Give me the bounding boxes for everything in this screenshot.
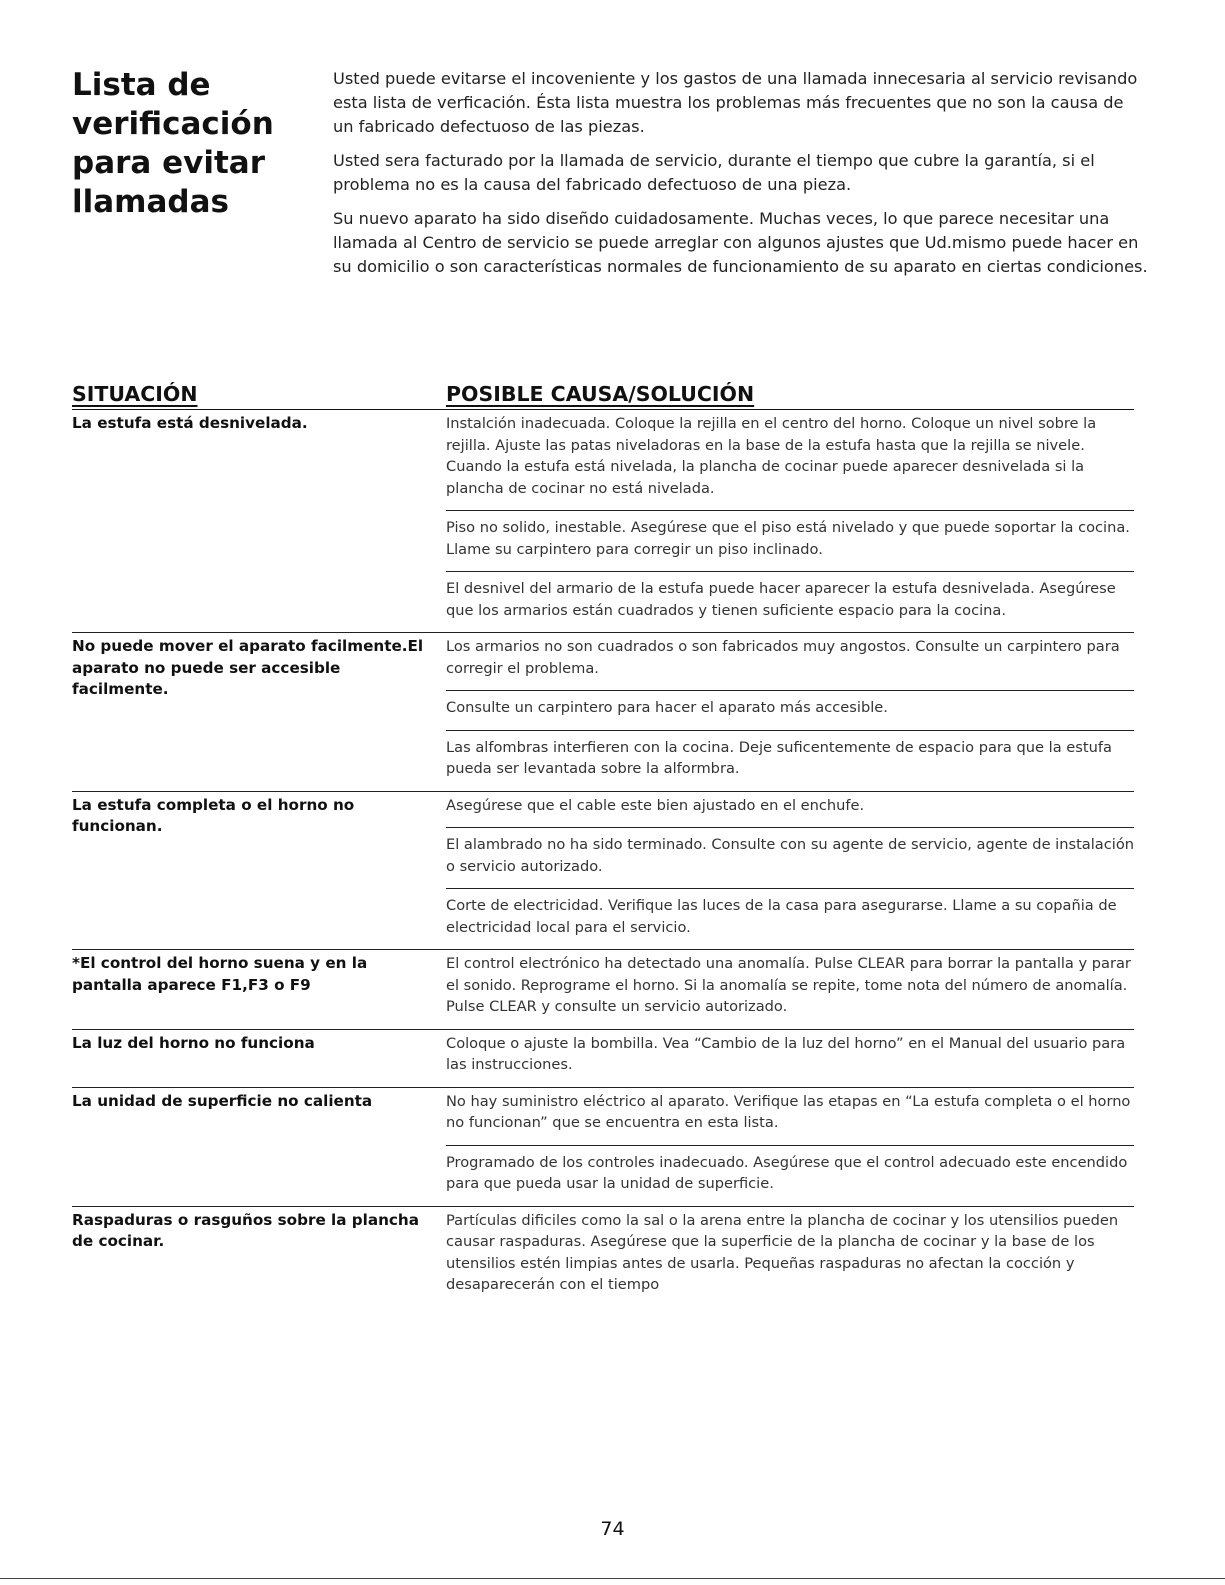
table-header bbox=[72, 381, 1134, 410]
situation-cell: No puede mover el aparato facilmente.El aparato no puede ser accesible facilmente. bbox=[72, 637, 424, 698]
table-row bbox=[72, 410, 1134, 633]
cause-item: Corte de electricidad. Verifique las luces de la casa para asegurarse. Llame a su copañia de electricidad local para el servicio. bbox=[446, 888, 1134, 949]
cause-item: Los armarios no son cuadrados o son fabricados muy angostos. Consulte un carpintero para corregir el problema. bbox=[446, 638, 1120, 677]
situation-cell: La estufa completa o el horno no funcionan. bbox=[72, 795, 355, 835]
column-header-situation: SITUACIÓN bbox=[72, 382, 198, 406]
cause-item: El alambrado no ha sido terminado. Consulte con su agente de servicio, agente de instalación o servicio autorizado. bbox=[446, 827, 1134, 888]
intro-paragraph: Su nuevo aparato ha sido diseñdo cuidadosamente. Muchas veces, lo que parece necesitar una llamada al Centro de servicio se puede arreglar con algunos ajustes que Ud.mismo puede hacer en su domicilio o son características normales de funcionamiento de su aparato en ciertas condiciones. bbox=[333, 209, 1148, 276]
troubleshooting-table bbox=[72, 381, 1134, 1307]
page-title: Lista de verificación para evitar llamadas bbox=[72, 67, 274, 220]
cause-item: Programado de los controles inadecuado. Asegúrese que el control adecuado este encendido para que pueda usar la unidad de superficie. bbox=[446, 1145, 1134, 1206]
column-header-cause: POSIBLE CAUSA/SOLUCIÓN bbox=[446, 382, 755, 406]
cause-item: No hay suministro eléctrico al aparato. Verifique las etapas en “La estufa completa o el horno no funcionan” que se encuentra en esta lista. bbox=[446, 1092, 1131, 1131]
footer-divider bbox=[0, 1578, 1225, 1579]
table-row bbox=[72, 1088, 1134, 1207]
situation-cell: La luz del horno no funciona bbox=[72, 1033, 315, 1052]
table-row bbox=[72, 950, 1134, 1030]
cause-item: Piso no solido, inestable. Asegúrese que el piso está nivelado y que puede soportar la cocina. Llame su carpintero para corregir un piso inclinado. bbox=[446, 510, 1134, 571]
page-number: 74 bbox=[600, 1518, 625, 1540]
causes-cell bbox=[446, 1207, 1134, 1307]
intro-text bbox=[333, 67, 1148, 289]
situation-cell: La unidad de superficie no calienta bbox=[72, 1091, 373, 1110]
cause-item: Instalción inadecuada. Coloque la rejilla en el centro del horno. Coloque un nivel sobre la rejilla. Ajuste las patas niveladoras en la base de la estufa hasta que la rejilla se nivele. Cuando la estufa está nivelada, la plancha de cocinar puede aparecer desnivelada si la plancha de cocinar no está nivelada. bbox=[446, 415, 1097, 497]
causes-cell bbox=[446, 792, 1134, 950]
situation-cell: La estufa está desnivelada. bbox=[72, 414, 308, 432]
table-row bbox=[72, 633, 1134, 792]
cause-item: Coloque o ajuste la bombilla. Vea “Cambio de la luz del horno” en el Manual del usuario para las instrucciones. bbox=[446, 1034, 1126, 1073]
intro-paragraph: Usted puede evitarse el incoveniente y los gastos de una llamada innecesaria al servicio revisando esta lista de verficación. Ésta lista muestra los problemas más frecuentes que no son la causa de un fabricado defectuoso de las piezas. bbox=[333, 69, 1138, 136]
cause-item: Consulte un carpintero para hacer el aparato más accesible. bbox=[446, 690, 1134, 730]
causes-cell bbox=[446, 1030, 1134, 1087]
table-row bbox=[72, 1207, 1134, 1307]
causes-cell bbox=[446, 633, 1134, 791]
situation-cell: *El control del horno suena y en la pantalla aparece F1,F3 o F9 bbox=[72, 954, 368, 994]
table-row bbox=[72, 792, 1134, 951]
situation-cell: Raspaduras o rasguños sobre la plancha de cocinar. bbox=[72, 1210, 419, 1250]
table-row bbox=[72, 1030, 1134, 1088]
causes-cell bbox=[446, 1088, 1134, 1206]
cause-item: El desnivel del armario de la estufa puede hacer aparecer la estufa desnivelada. Asegúrese que los armarios están cuadrados y tienen suficiente espacio para la cocina. bbox=[446, 571, 1134, 632]
cause-item: Partículas dificiles como la sal o la arena entre la plancha de cocinar y los utensilios pueden causar raspaduras. Asegúrese que la superficie de la plancha de cocinar y la base de los utensilios estén limpias antes de usarla. Pequeñas raspaduras no afectan la cocción y desaparecerán con el tiempo bbox=[446, 1211, 1119, 1293]
causes-cell bbox=[446, 410, 1134, 632]
causes-cell bbox=[446, 950, 1134, 1029]
cause-item: Las alfombras interfieren con la cocina. Deje suficentemente de espacio para que la estufa pueda ser levantada sobre la alformbra. bbox=[446, 730, 1134, 791]
cause-item: Asegúrese que el cable este bien ajustado en el enchufe. bbox=[446, 796, 865, 814]
intro-paragraph: Usted sera facturado por la llamada de servicio, durante el tiempo que cubre la garantía, si el problema no es la causa del fabricado defectuoso de una pieza. bbox=[333, 151, 1095, 194]
cause-item: El control electrónico ha detectado una anomalía. Pulse CLEAR para borrar la pantalla y parar el sonido. Reprograme el horno. Si la anomalía se repite, tome nota del número de anomalía. Pulse CLEAR y consulte un servicio autorizado. bbox=[446, 955, 1131, 1015]
